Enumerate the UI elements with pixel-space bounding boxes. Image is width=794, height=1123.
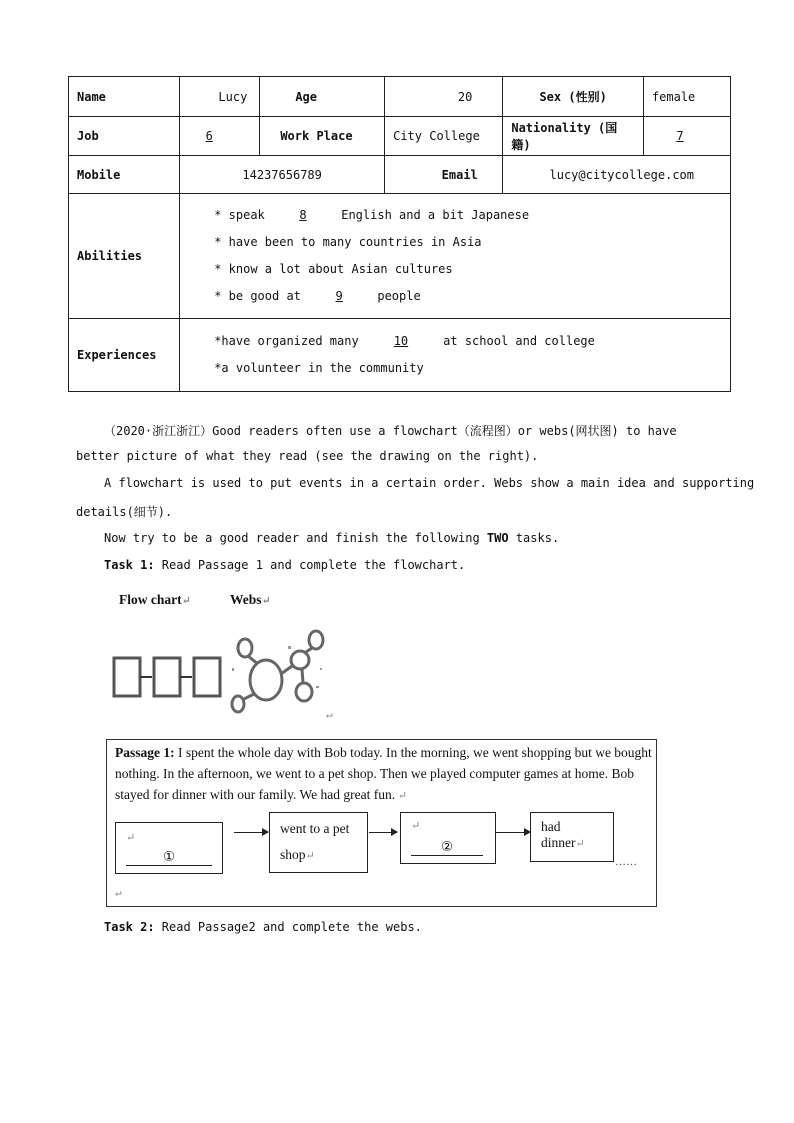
blank-6[interactable]: 6 <box>205 129 213 143</box>
task1-instruction: Task 1: Read Passage 1 and complete the flowchart. <box>104 558 466 572</box>
experiences-label: Experiences <box>69 319 180 392</box>
passage1-text: Passage 1: I spent the whole day with Bob today. In the morning, we went shopping but we bought nothing. In the afternoon, we went to a pet shop. Then we played computer games at home. Bob stayed for dinner with our family. We had great fun. ↵ <box>115 745 652 802</box>
intro-line-3: A flowchart is used to put events in a certain order. Webs show a main idea and supporting <box>104 476 755 490</box>
job-blank-cell <box>180 117 260 156</box>
flowchart-ellipsis: …… <box>615 856 637 868</box>
flowchart-box-2: went to a pet shop↵ <box>269 812 368 873</box>
blank-10[interactable]: 10 <box>393 334 409 348</box>
abilities-list <box>180 194 731 319</box>
return-mark: ↵ <box>115 886 122 899</box>
name-value: Lucy <box>180 77 260 117</box>
webs-label: Webs↵ <box>230 592 271 607</box>
mobile-value: 14237656789 <box>180 156 385 194</box>
blank-1[interactable]: ① <box>126 849 212 866</box>
flowchart-box-3: ↵ ② <box>400 812 496 864</box>
sample-flowchart-image <box>112 654 224 700</box>
sample-webs-image <box>228 628 328 718</box>
intro-line-4: details(细节). <box>76 505 173 519</box>
flow-arrow <box>496 832 530 833</box>
ability-item: * speak 8 English and a bit Japanese <box>214 202 722 229</box>
ability-item: * be good at 9 people <box>214 283 722 310</box>
abilities-label: Abilities <box>69 194 180 319</box>
nationality-blank-cell <box>643 117 730 156</box>
blank-7[interactable]: 7 <box>676 129 684 143</box>
intro-line-1: （2020·浙江浙江）Good readers often use a flowchart（流程图）or webs(网状图) to have <box>104 424 677 438</box>
blank-2[interactable]: ② <box>411 839 483 856</box>
nationality-label: Nationality (国籍) <box>503 117 644 156</box>
ability-item: * know a lot about Asian cultures <box>214 262 453 276</box>
workplace-value: City College <box>385 117 503 156</box>
flow-arrow <box>234 832 268 833</box>
name-label: Name <box>69 77 180 117</box>
flowchart-box-1: ↵ ① <box>115 822 223 874</box>
workplace-label: Work Place <box>260 117 385 156</box>
mobile-label: Mobile <box>69 156 180 194</box>
experience-item: *a volunteer in the community <box>214 361 424 375</box>
flowchart-box-4: had dinner↵ <box>530 812 614 862</box>
return-mark: ↵ <box>326 708 333 721</box>
blank-8[interactable]: 8 <box>299 208 307 222</box>
job-label: Job <box>69 117 180 156</box>
sex-label: Sex (性别) <box>503 77 644 117</box>
profile-table <box>68 76 731 392</box>
passage1-box <box>106 739 657 907</box>
age-label: Age <box>260 77 385 117</box>
ability-item: * have been to many countries in Asia <box>214 235 482 249</box>
blank-9[interactable]: 9 <box>335 289 343 303</box>
email-label: Email <box>385 156 503 194</box>
experience-item: *have organized many 10 at school and college <box>214 328 722 355</box>
task2-instruction: Task 2: Read Passage2 and complete the webs. <box>104 920 422 934</box>
age-value: 20 <box>385 77 503 117</box>
email-value: lucy@citycollege.com <box>503 156 731 194</box>
sex-value: female <box>643 77 730 117</box>
intro-line-5: Now try to be a good reader and finish the following TWO tasks. <box>104 531 560 545</box>
experiences-list <box>180 319 731 392</box>
flow-arrow <box>369 832 397 833</box>
intro-line-2: better picture of what they read (see the drawing on the right). <box>76 449 539 463</box>
flowchart-label: Flow chart↵ <box>119 592 191 607</box>
